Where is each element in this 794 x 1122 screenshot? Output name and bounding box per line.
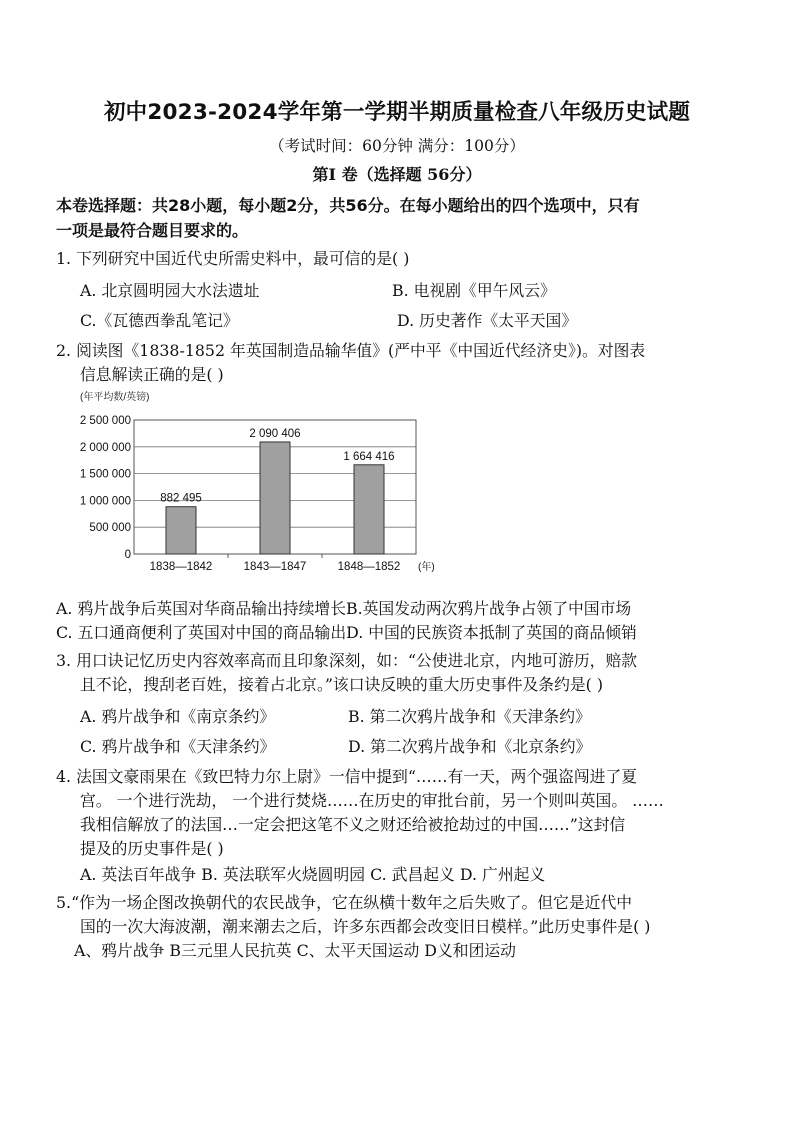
q2-options-cd: C. 五口通商便利了英国对中国的商品输出D. 中国的民族资本抵制了英国的商品倾销 [56, 623, 637, 642]
instructions [56, 193, 640, 243]
q4-stem-line-2: 宫。 一个进行洗劫， 一个进行焚烧……在历史的审批台前，另一个则叫英国。 …… [80, 791, 664, 810]
y-tick-label: 0 [124, 549, 131, 561]
part-heading: 第I 卷（选择题 56分） [312, 165, 482, 184]
q4-stem-line-3: 我相信解放了的法国…一定会把这笔不义之财还给被抢劫过的中国……”这封信 [80, 815, 626, 834]
y-tick-label: 500 000 [89, 522, 131, 535]
q3-option-d: D. 第二次鸦片战争和《北京条约》 [348, 737, 592, 756]
q4-stem-line-4: 提及的历史事件是( ) [80, 839, 224, 858]
instruction-line-1: 本卷选择题：共28小题，每小题2分，共56分。在每小题给出的四个选项中，只有 [56, 196, 640, 215]
x-tick-label: 1848—1852 [337, 561, 401, 572]
q3-option-b: B. 第二次鸦片战争和《天津条约》 [348, 707, 591, 726]
q3-stem-line-2: 且不论，搜刮老百姓，接着占北京。”该口诀反映的重大历史事件及条约是( ) [80, 675, 604, 694]
x-tick-label: 1843—1847 [243, 561, 307, 572]
q4-options: A. 英法百年战争 B. 英法联军火烧圆明园 C. 武昌起义 D. 广州起义 [80, 865, 546, 884]
q2-stem-line-1: 2. 阅读图《1838-1852 年英国制造品输华值》(严中平《中国近代经济史》)。对图表 [56, 341, 646, 360]
bar-chart [70, 390, 440, 572]
x-tick-label: 1838—1842 [149, 561, 213, 572]
y-tick-label: 1 000 000 [79, 495, 131, 508]
bar-value-label: 1 664 416 [343, 450, 395, 463]
y-tick-label: 2 500 000 [79, 415, 131, 427]
y-tick-label: 2 000 000 [79, 441, 131, 454]
exam-info: （考试时间：60分钟 满分：100分） [269, 137, 525, 155]
exam-title: 初中2023-2024学年第一学期半期质量检查八年级历史试题 [103, 100, 691, 125]
bar-value-label: 2 090 406 [249, 427, 301, 440]
q5-options: A、鸦片战争 B三元里人民抗英 C、太平天国运动 D义和团运动 [74, 941, 516, 960]
x-axis-unit: (年) [418, 562, 435, 572]
q1-option-b: B. 电视剧《甲午风云》 [392, 281, 556, 300]
bar [260, 442, 290, 554]
bar [166, 507, 196, 554]
q5-stem-line-1: 5.“作为一场企图改换朝代的农民战争，它在纵横十数年之后失败了。但它是近代中 [56, 893, 633, 912]
q1-option-d: D. 历史著作《太平天国》 [397, 311, 578, 330]
q3-option-c: C. 鸦片战争和《天津条约》 [80, 737, 276, 756]
q2-options-ab: A. 鸦片战争后英国对华商品输出持续增长B.英国发动两次鸦片战争占领了中国市场 [56, 599, 632, 618]
q2-stem-line-2: 信息解读正确的是( ) [80, 365, 224, 384]
q1-stem: 1. 下列研究中国近代史所需史料中，最可信的是( ) [56, 249, 410, 268]
instruction-line-2: 一项是最符合题目要求的。 [56, 221, 249, 240]
bar [354, 465, 384, 554]
y-axis-label: (年平均数/英镑) [80, 392, 150, 403]
q4-stem-line-1: 4. 法国文豪雨果在《致巴特力尔上尉》一信中提到“……有一天，两个强盗闯进了夏 [56, 767, 638, 786]
q3-option-a: A. 鸦片战争和《南京条约》 [80, 707, 276, 726]
q1-option-c: C.《瓦德西拳乱笔记》 [80, 311, 239, 330]
y-tick-label: 1 500 000 [79, 468, 131, 481]
q3-stem-line-1: 3. 用口诀记忆历史内容效率高而且印象深刻，如：“公使进北京，内地可游历，赔款 [56, 651, 638, 670]
q1-option-a: A. 北京圆明园大水法遗址 [80, 281, 260, 300]
q5-stem-line-2: 国的一次大海波潮，潮来潮去之后，许多东西都会改变旧日模样。”此历史事件是( ) [80, 917, 651, 936]
bar-value-label: 882 495 [160, 492, 202, 505]
